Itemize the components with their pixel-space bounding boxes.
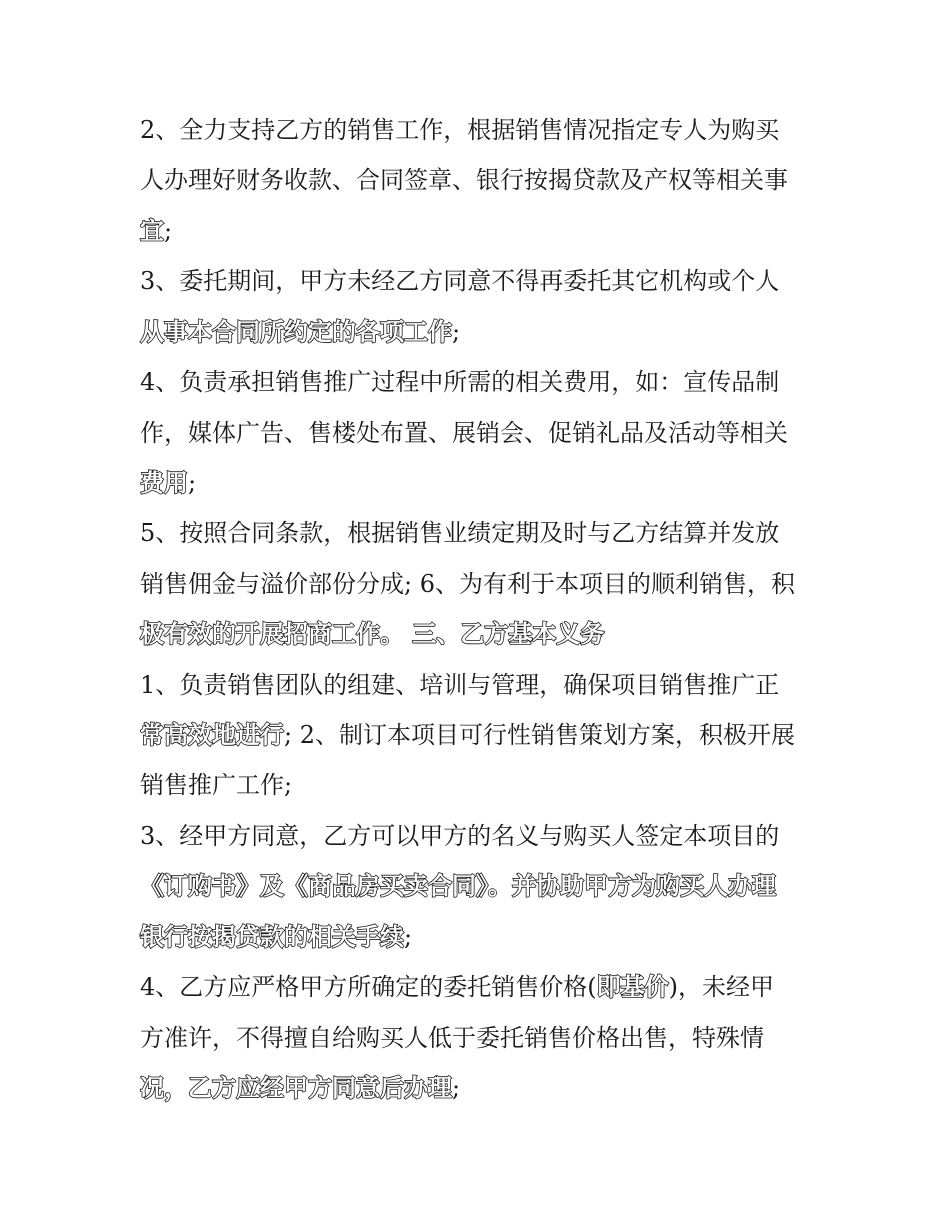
text-line <box>140 920 412 954</box>
line-text: 销售推广工作; <box>140 771 293 799</box>
line-text-outlined: 常高效地进行 <box>140 721 284 749</box>
line-text: 3、委托期间，甲方未经乙方同意不得再委托其它机构或个人 <box>140 267 780 295</box>
text-line <box>140 1021 764 1055</box>
text-line <box>140 315 460 349</box>
line-text: ; <box>188 469 197 497</box>
text-line <box>140 365 779 399</box>
line-text-outlined: 从事本合同所约定的各项工作 <box>140 318 452 346</box>
line-text-outlined: 况，乙方应经甲方同意后办理 <box>140 1074 452 1102</box>
line-text: 销售佣金与溢价部份分成; 6、为有利于本项目的顺利销售，积 <box>140 570 795 598</box>
text-line <box>140 869 776 903</box>
text-line <box>140 1071 460 1105</box>
text-line <box>140 264 779 298</box>
text-line <box>140 516 779 550</box>
line-text: ; <box>164 217 173 245</box>
line-text: ; <box>452 1074 461 1102</box>
line-text: ; 2、制订本项目可行性销售策划方案，积极开展 <box>284 721 795 749</box>
line-text: 4、负责承担销售推广过程中所需的相关费用，如：宣传品制 <box>140 368 780 396</box>
text-line <box>140 668 779 702</box>
text-line <box>140 617 604 651</box>
line-text: ; <box>404 923 413 951</box>
text-line <box>140 768 292 802</box>
line-text-outlined: 宜 <box>140 217 164 245</box>
line-text-outlined: 即基价 <box>596 973 669 1001</box>
line-text: 5、按照合同条款，根据销售业绩定期及时与乙方结算并发放 <box>140 519 780 547</box>
line-text: 作，媒体广告、售楼处布置、展销会、促销礼品及活动等相关 <box>140 419 788 447</box>
line-text: 人办理好财务收款、合同签章、银行按揭贷款及产权等相关事 <box>140 166 788 194</box>
text-line <box>140 970 774 1004</box>
line-text-outlined: 费用 <box>140 469 188 497</box>
text-line <box>140 163 788 197</box>
text-line <box>140 416 788 450</box>
text-line <box>140 718 795 752</box>
line-text: 4、乙方应严格甲方所确定的委托销售价格( <box>140 973 597 1001</box>
line-text: 2、全力支持乙方的销售工作，根据销售情况指定专人为购买 <box>140 116 780 144</box>
text-line <box>140 113 779 147</box>
text-line <box>140 567 795 601</box>
line-text: ; <box>452 318 461 346</box>
line-text: 1、负责销售团队的组建、培训与管理，确保项目销售推广正 <box>140 671 780 699</box>
line-text-outlined: 极有效的开展招商工作。 三、乙方基本义务 <box>140 620 605 648</box>
line-text: 3、经甲方同意，乙方可以甲方的名义与购买人签定本项目的 <box>140 822 780 850</box>
text-line <box>140 466 196 500</box>
line-text: 方准许，不得擅自给购买人低于委托销售价格出售，特殊情 <box>140 1024 764 1052</box>
line-text-outlined: 银行按揭贷款的相关手续 <box>140 923 404 951</box>
line-text: )，未经甲 <box>668 973 775 1001</box>
text-line <box>140 819 779 853</box>
line-text-outlined: 《订购书》及《商品房买卖合同》。并协助甲方为购买人办理 <box>140 872 776 900</box>
text-line <box>140 214 172 248</box>
